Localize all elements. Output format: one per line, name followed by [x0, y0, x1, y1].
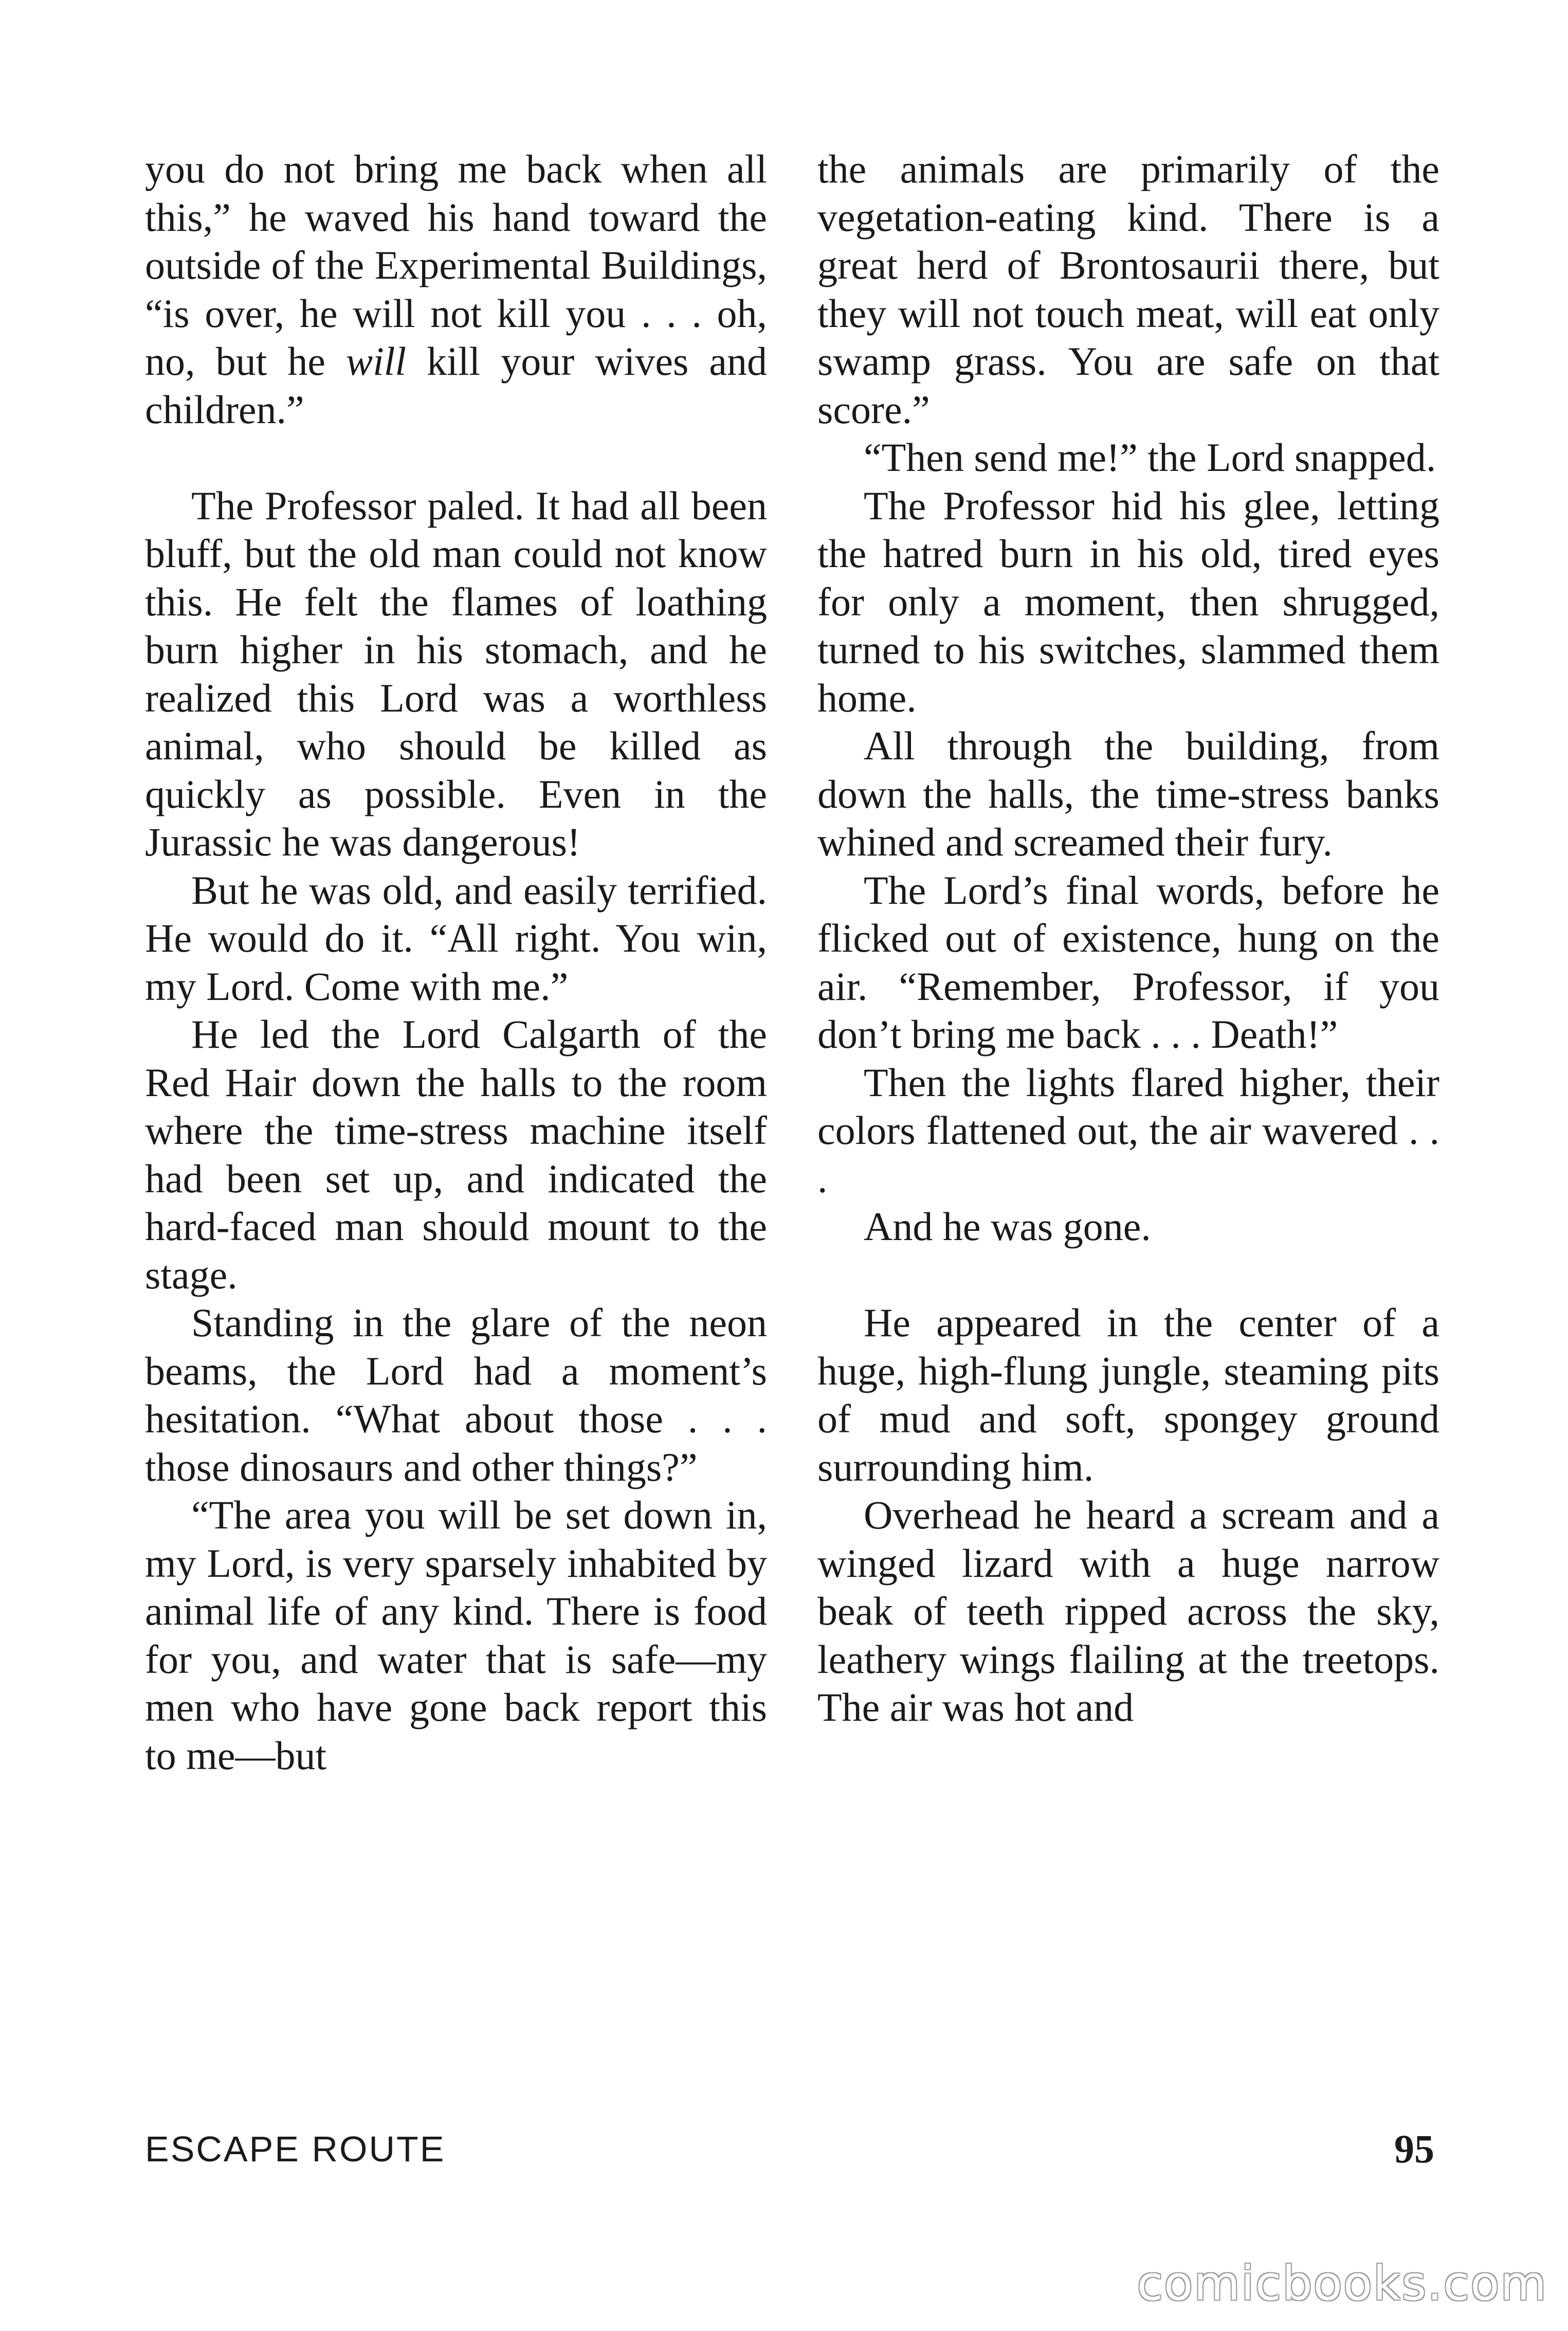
paragraph: The Professor paled. It had all been bluff, but the old man could not know this. He felt the flames of loathing burn higher in his stomach, and he realized this Lord was a worthless animal, who should be killed as quickly as possible. Even in the Jurassic he was dangerous!	[145, 483, 767, 864]
running-footer-title: ESCAPE ROUTE	[145, 2129, 446, 2169]
paragraph: “The area you will be set down in, my Lord, is very sparsely inhabited by animal life of any kind. There is food for you, and water that is safe—my men who have gone back report this to me—but	[145, 1492, 767, 1778]
paragraph-text: kill your wives and children.”	[145, 339, 767, 432]
paragraph-text: you do not bring me back when all this,” he waved his hand toward the outside of the Experimental Buildings, “is over, he will not kill you . . . oh, no, but he	[145, 147, 767, 384]
paragraph: The Professor hid his glee, letting the hatred burn in his old, tired eyes for only a moment, then shrugged, turned to his switches, slammed them home.	[817, 483, 1439, 720]
text-column-left	[145, 145, 767, 1779]
paragraph	[145, 145, 767, 433]
paragraph: Overhead he heard a scream and a winged lizard with a huge narrow beak of teeth ripped across the sky, leathery wings flailing at the treetops. The air was hot and	[817, 1492, 1439, 1729]
text-column-right	[817, 145, 1439, 1732]
page-number: 95	[1394, 2126, 1434, 2171]
site-watermark: comicbooks.com	[1137, 2256, 1547, 2311]
paragraph: The Lord’s final words, before he flicked out of existence, hung on the air. “Remember, Professor, if you don’t bring me back . . . Death!”	[817, 867, 1439, 1057]
emphasized-word: will	[346, 339, 407, 384]
paragraph: All through the building, from down the halls, the time-stress banks whined and screamed their fury.	[817, 723, 1439, 864]
paragraph: He appeared in the center of a huge, high-flung jungle, steaming pits of mud and soft, spongey ground surrounding him.	[817, 1300, 1439, 1489]
paragraph: Standing in the glare of the neon beams, the Lord had a moment’s hesitation. “What about those . . . those dinosaurs and other things?”	[145, 1300, 767, 1489]
paragraph: He led the Lord Calgarth of the Red Hair down the halls to the room where the time-stress machine itself had been set up, and indicated the hard-faced man should mount to the stage.	[145, 1012, 767, 1297]
paragraph: But he was old, and easily terrified. He would do it. “All right. You win, my Lord. Come with me.”	[145, 867, 767, 1009]
paragraph: “Then send me!” the Lord snapped.	[864, 435, 1436, 480]
paragraph: Then the lights flared higher, their colors flattened out, the air wavered . . .	[817, 1060, 1439, 1201]
paragraph: And he was gone.	[864, 1204, 1151, 1249]
paragraph: the animals are primarily of the vegetation-eating kind. There is a great herd of Brontosaurii there, but they will not touch meat, will eat only swamp grass. You are safe on that score.”	[817, 147, 1439, 432]
